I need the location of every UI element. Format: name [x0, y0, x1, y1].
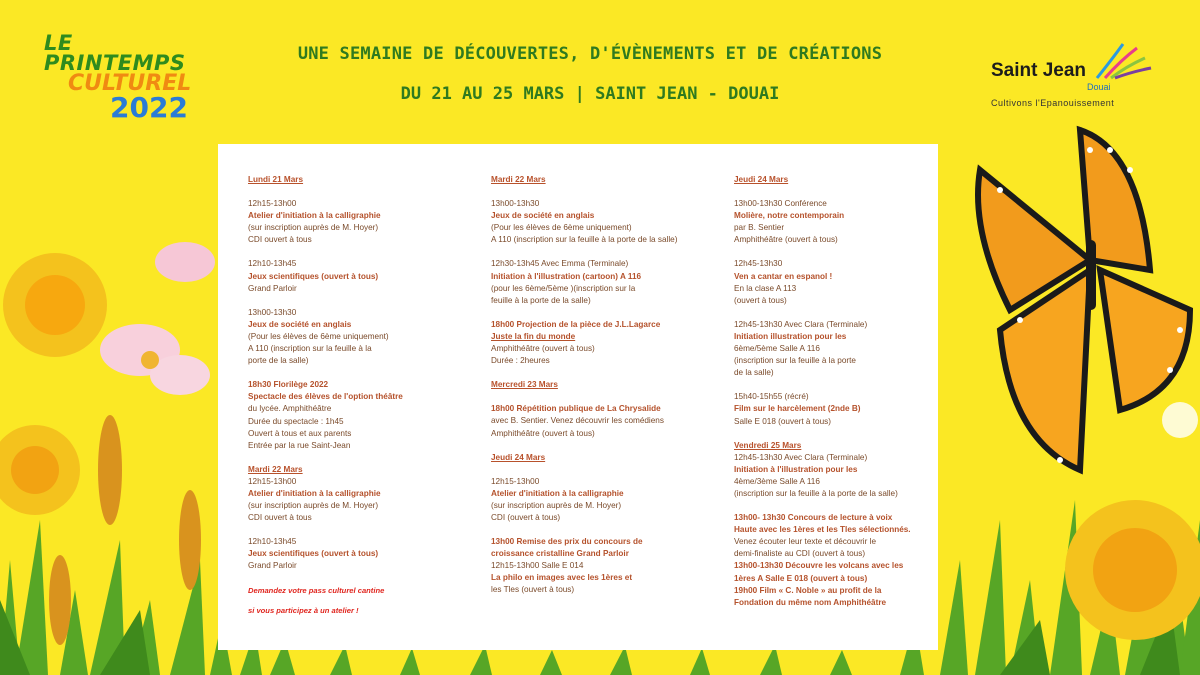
event-time: 12h45-13h30	[734, 259, 783, 269]
event-title: Initiation à l'illustration pour les	[734, 464, 858, 474]
saint-jean-logo	[985, 40, 1165, 115]
event-detail: du lycée. Amphithéâtre	[248, 404, 332, 414]
event-detail: A 110 (inscription sur la feuille à la porte de la salle)	[491, 235, 678, 245]
event-detail: CDI (ouvert à tous)	[491, 512, 561, 522]
event-detail: demi-finaliste au CDI (ouvert à tous)	[734, 549, 866, 559]
event-time: 12h15-13h00	[491, 476, 540, 486]
event-detail: 6ème/5ème Salle A 116	[734, 344, 820, 354]
event-detail: Amphithéâtre (ouvert à tous)	[734, 235, 838, 245]
event-detail: Durée : 2heures	[491, 356, 550, 366]
event-title: 18h30 Florilège 2022	[248, 380, 329, 390]
event-title: Jeux de société en anglais	[491, 211, 595, 221]
event-title: 18h00 Répétition publique de La Chrysalide	[491, 404, 661, 414]
event	[248, 536, 480, 572]
event	[734, 391, 966, 427]
event	[491, 198, 723, 246]
event-detail: les Tles (ouvert à tous)	[491, 585, 575, 595]
event	[734, 198, 966, 246]
event-detail: (sur inscription auprès de M. Hoyer)	[491, 500, 622, 510]
event-time: 12h15-13h00	[248, 476, 297, 486]
event-detail: Salle E 018 (ouvert à tous)	[734, 416, 831, 426]
event-detail: (inscription sur la feuille à la porte de la salle)	[734, 488, 898, 498]
event-detail: Amphithéâtre (ouvert à tous)	[491, 428, 595, 438]
event	[491, 319, 723, 367]
pass-note: si vous participez à un atelier !	[248, 605, 359, 615]
day-heading: Mardi 22 Mars	[248, 464, 303, 474]
event-title: Haute avec les 1ères et les Tles sélectionnés.	[734, 525, 911, 535]
butterfly-illustration	[940, 110, 1200, 490]
event-detail: 12h15-13h00 Salle E 014	[491, 561, 584, 571]
day-heading: Jeudi 24 Mars	[734, 175, 789, 184]
event-detail: (Pour les élèves de 6ème uniquement)	[248, 331, 389, 341]
event-time: 12h45-13h30 Avec Clara (Terminale)	[734, 319, 868, 329]
event-title: Jeux de société en anglais	[248, 319, 352, 329]
day-heading: Lundi 21 Mars	[248, 175, 304, 184]
event-detail: (Pour les élèves de 6ème uniquement)	[491, 223, 632, 233]
brand-leaves-icon	[1095, 40, 1155, 80]
event-detail: Ouvert à tous et aux parents	[248, 428, 352, 438]
event-title: Jeux scientifiques (ouvert à tous)	[248, 549, 379, 559]
event-title: croissance cristalline Grand Parloir	[491, 549, 629, 559]
event-detail: Entrée par la rue Saint-Jean	[248, 440, 351, 450]
event-time: 12h45-13h30 Avec Clara (Terminale)	[734, 452, 868, 462]
event-detail: A 110 (inscription sur la feuille à la	[248, 344, 372, 354]
event-title: 13h00- 13h30 Concours de lecture à voix	[734, 513, 893, 523]
event-time: 13h00-13h30 Conférence	[734, 199, 827, 209]
event	[248, 198, 480, 246]
event-detail: (pour les 6ème/5ème )(inscription sur la	[491, 283, 636, 293]
event-title: Initiation illustration pour les	[734, 331, 847, 341]
day-heading: Jeudi 24 Mars	[491, 452, 546, 462]
event	[491, 403, 723, 439]
page-title: UNE SEMAINE DE DÉCOUVERTES, D'ÉVÈNEMENTS ET DE CRÉATIONS	[297, 44, 883, 64]
event	[248, 476, 480, 524]
event-detail: Amphithéâtre (ouvert à tous)	[491, 344, 595, 354]
event-title: Film sur le harcèlement (2nde B)	[734, 404, 861, 414]
event	[491, 258, 723, 306]
event-detail: (sur inscription auprès de M. Hoyer)	[248, 223, 379, 233]
brand-name: Saint Jean	[991, 60, 1087, 81]
event-title: 13h00 Remise des prix du concours de	[491, 537, 643, 547]
event-detail: CDI ouvert à tous	[248, 235, 312, 245]
event-time: 12h10-13h45	[248, 537, 297, 547]
event-title: Atelier d'initiation à la calligraphie	[491, 488, 624, 498]
pass-note: Demandez votre pass culturel cantine	[248, 585, 385, 595]
event-detail: (inscription sur la feuille à la porte	[734, 356, 856, 366]
event-time: 13h00-13h30	[491, 199, 540, 209]
event-time: 12h15-13h00	[248, 199, 297, 209]
event	[248, 379, 480, 452]
event-detail: (ouvert à tous)	[734, 295, 787, 305]
event	[248, 258, 480, 294]
printemps-culturel-logo	[44, 31, 204, 124]
event-detail: porte de la salle)	[248, 356, 309, 366]
program-column-3	[734, 174, 966, 621]
event-detail: Venez écouter leur texte et découvrir le	[734, 537, 876, 547]
event-time: 15h40-15h55 (récré)	[734, 392, 809, 402]
page-subtitle: DU 21 AU 25 MARS | SAINT JEAN - DOUAI	[400, 84, 780, 104]
event-title: 13h00-13h30 Découvre les volcans avec les	[734, 561, 904, 571]
day-heading: Vendredi 25 Mars	[734, 440, 802, 450]
program-sheet	[218, 144, 938, 650]
event-title: Juste la fin du monde	[491, 331, 576, 341]
event	[734, 258, 966, 306]
event	[491, 476, 723, 524]
event-title: 18h00 Projection de la pièce de J.L.Lagarce	[491, 319, 661, 329]
brand-tagline: Cultivons l'Epanouissement	[991, 98, 1115, 108]
logo-line-1: LE PRINTEMPS	[44, 31, 186, 75]
event-title: Fondation du même nom Amphithéâtre	[734, 597, 887, 607]
brand-sub: Douai	[1087, 82, 1111, 92]
event-time: 13h00-13h30	[248, 307, 297, 317]
event-title: Ven a cantar en espanol !	[734, 271, 833, 281]
event-title: Initiation à l'illustration (cartoon) A 116	[491, 271, 642, 281]
event-detail: 4ème/3ème Salle A 116	[734, 476, 820, 486]
event-detail: Grand Parloir	[248, 561, 297, 571]
event	[248, 307, 480, 367]
logo-line-2: CULTUREL	[68, 70, 192, 96]
event	[491, 536, 723, 596]
logo-line-3: 2022	[110, 90, 188, 124]
day-heading: Mardi 22 Mars	[491, 175, 546, 184]
event-title: Atelier d'initiation à la calligraphie	[248, 211, 381, 221]
event	[734, 512, 966, 609]
event-title: Molière, notre contemporain	[734, 211, 845, 221]
event-title: La philo en images avec les 1ères et	[491, 573, 633, 583]
event-title: Jeux scientifiques (ouvert à tous)	[248, 271, 379, 281]
event	[734, 452, 966, 500]
event-detail: Durée du spectacle : 1h45	[248, 416, 344, 426]
event-title: Atelier d'initiation à la calligraphie	[248, 488, 381, 498]
program-column-1	[248, 174, 480, 625]
event-detail: Grand Parloir	[248, 283, 297, 293]
event-detail: CDI ouvert à tous	[248, 513, 312, 523]
event-title: 1ères A Salle E 018 (ouvert à tous)	[734, 573, 868, 583]
event-time: 12h10-13h45	[248, 259, 297, 269]
program-column-2	[491, 174, 723, 609]
event-time: 12h30-13h45 Avec Emma (Terminale)	[491, 259, 629, 269]
event-detail: feuille à la porte de la salle)	[491, 295, 591, 305]
day-heading: Mercredi 23 Mars	[491, 380, 558, 390]
event-detail: (sur inscription auprès de M. Hoyer)	[248, 501, 379, 511]
event	[734, 319, 966, 379]
event-title: Spectacle des élèves de l'option théâtre	[248, 392, 403, 402]
event-detail: avec B. Sentier. Venez découvrir les comédiens	[491, 416, 664, 426]
event-detail: par B. Sentier	[734, 223, 785, 233]
event-detail: de la salle)	[734, 368, 774, 378]
event-title: 19h00 Film « C. Noble » au profit de la	[734, 585, 882, 595]
event-detail: En la clase A 113	[734, 283, 797, 293]
